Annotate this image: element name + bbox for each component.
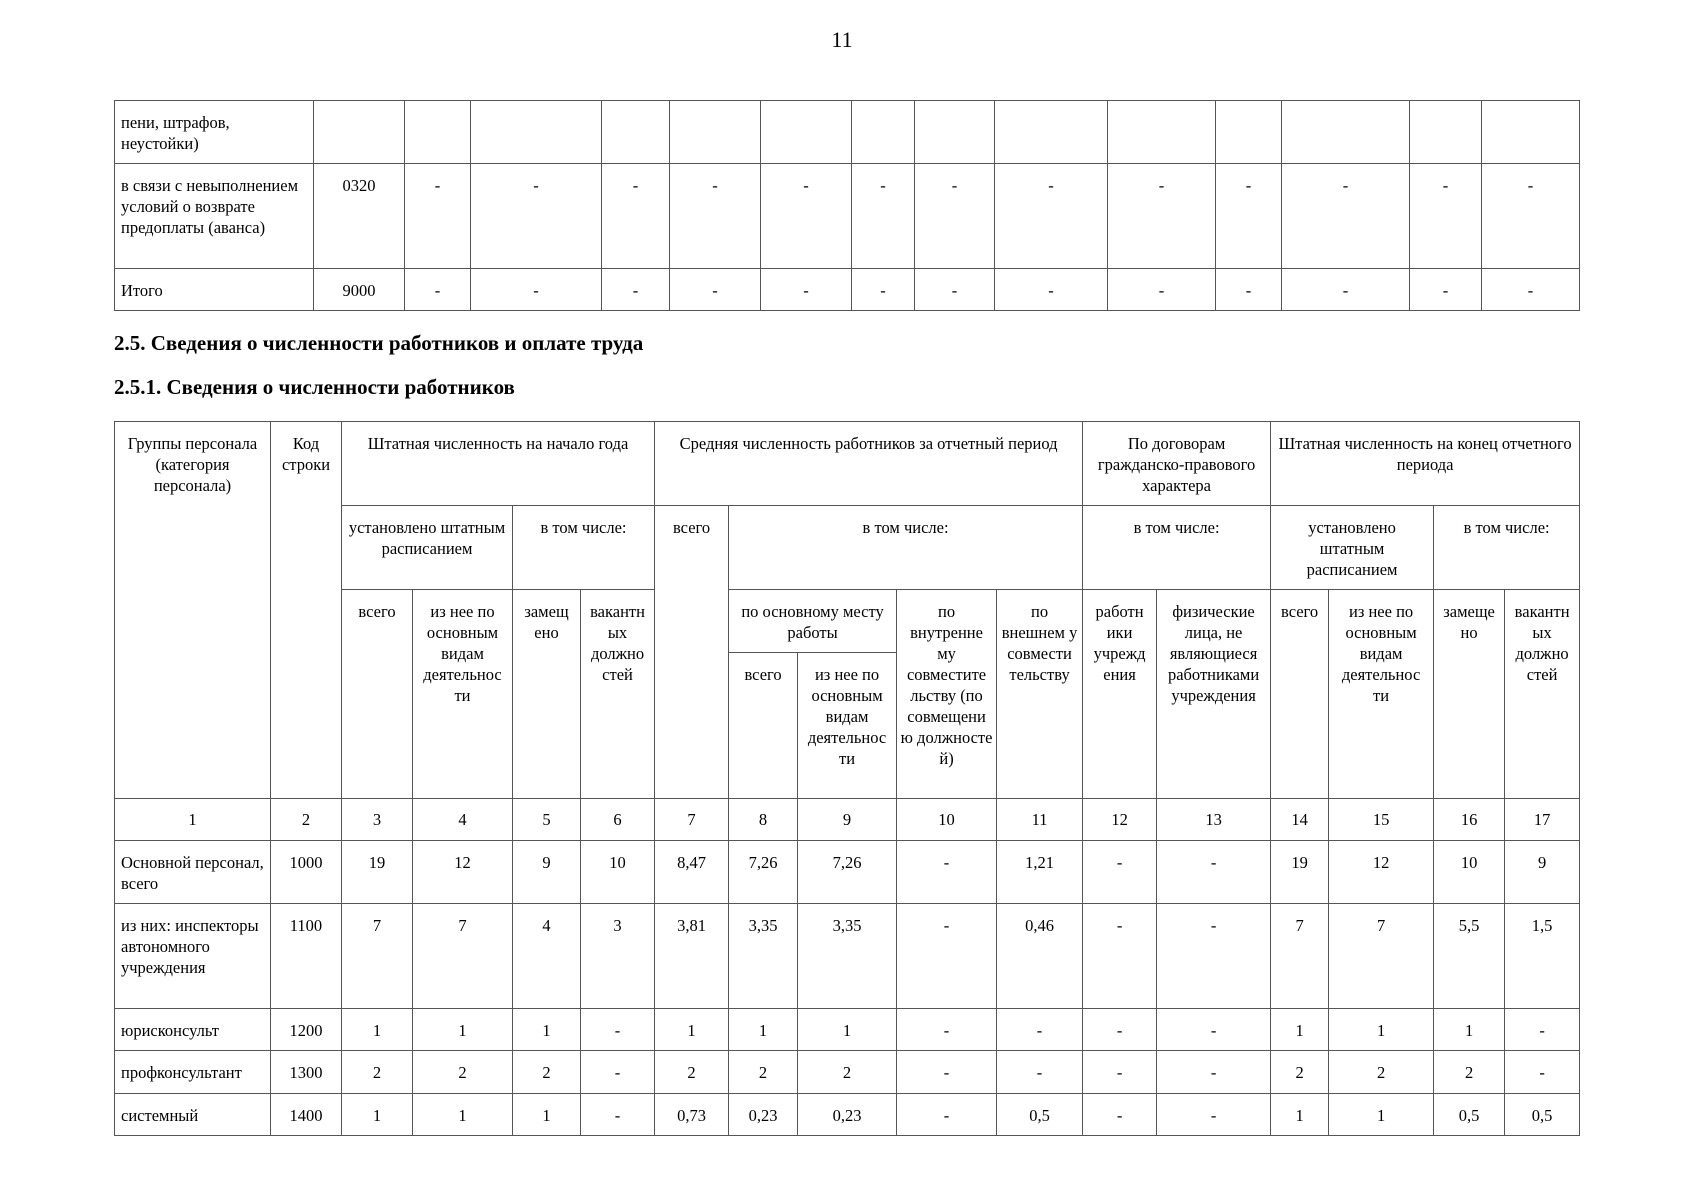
table-cell: 1 [342, 1094, 413, 1136]
table-cell: - [1216, 164, 1282, 269]
table-cell: 1,5 [1505, 904, 1580, 1009]
table-cell: 2 [413, 1051, 513, 1094]
row-label: в связи с невыполнением условий о возврате предоплаты (аванса) [115, 164, 314, 269]
table-cell: 1 [342, 1009, 413, 1051]
table-cell: 1 [1329, 1009, 1434, 1051]
table-cell: - [1108, 269, 1216, 311]
table-cell: - [1083, 1051, 1157, 1094]
table-cell: - [602, 164, 670, 269]
table-row [115, 269, 1580, 311]
table-cell: - [995, 164, 1108, 269]
table-cell: - [1157, 1094, 1271, 1136]
table-cell: - [915, 269, 995, 311]
table-cell: 0,5 [1505, 1094, 1580, 1136]
table-cell: - [897, 1009, 997, 1051]
table-cell [1216, 101, 1282, 164]
table-cell [602, 101, 670, 164]
table-cell: 1 [513, 1094, 581, 1136]
table-cell: - [1083, 904, 1157, 1009]
table-cell: 1 [1434, 1009, 1505, 1051]
table-cell: - [852, 269, 915, 311]
table-cell [852, 101, 915, 164]
header-established: установлено штатным расписанием [342, 506, 513, 590]
table-cell: - [1157, 1009, 1271, 1051]
row-label: Итого [115, 269, 314, 311]
table-cell: - [1108, 164, 1216, 269]
table-cell: - [1083, 1009, 1157, 1051]
table-cell: 1 [798, 1009, 897, 1051]
table-cell: 2 [798, 1051, 897, 1094]
table-cell: - [915, 164, 995, 269]
column-number: 6 [581, 799, 655, 841]
table-cell: - [1157, 1051, 1271, 1094]
column-number: 5 [513, 799, 581, 841]
table-cell: 19 [342, 841, 413, 904]
table-cell [471, 101, 602, 164]
table-cell: 1 [1329, 1094, 1434, 1136]
row-code [314, 101, 405, 164]
column-number: 8 [729, 799, 798, 841]
header-filled: замещ ено [513, 590, 581, 799]
header-established: установлено штатным расписанием [1271, 506, 1434, 590]
table-cell: 10 [581, 841, 655, 904]
table-cell: 9 [513, 841, 581, 904]
column-number: 12 [1083, 799, 1157, 841]
header-code: Код строки [271, 422, 342, 799]
table-cell: - [995, 269, 1108, 311]
column-number: 15 [1329, 799, 1434, 841]
table-cell: - [670, 269, 761, 311]
table-cell: 1000 [271, 841, 342, 904]
table-cell: - [1505, 1051, 1580, 1094]
table-row [115, 1009, 1580, 1051]
table-cell: 7 [342, 904, 413, 1009]
table-cell: 0,23 [729, 1094, 798, 1136]
row-label: системный [115, 1094, 271, 1136]
table-cell: 19 [1271, 841, 1329, 904]
header-group: Группы персонала (категория персонала) [115, 422, 271, 799]
table-cell [915, 101, 995, 164]
table-cell: - [670, 164, 761, 269]
header-external: по внешнем у совмести тельству [997, 590, 1083, 799]
column-number-row [115, 799, 1580, 841]
subsection-heading: 2.5.1. Сведения о численности работников [114, 375, 515, 399]
header-including: в том числе: [1083, 506, 1271, 590]
table-cell: 2 [1434, 1051, 1505, 1094]
table-cell: - [897, 1094, 997, 1136]
section-heading: 2.5. Сведения о численности работников и оплате труда [114, 331, 644, 355]
table-cell [1108, 101, 1216, 164]
table-cell [1282, 101, 1410, 164]
table-cell: 2 [1271, 1051, 1329, 1094]
table-cell: 2 [1329, 1051, 1434, 1094]
row-code: 9000 [314, 269, 405, 311]
table-cell: 2 [513, 1051, 581, 1094]
row-code: 0320 [314, 164, 405, 269]
table-cell: - [581, 1009, 655, 1051]
table-cell: 1,21 [997, 841, 1083, 904]
table-cell: - [1083, 841, 1157, 904]
table-cell: 1 [1271, 1094, 1329, 1136]
table-cell: 0,23 [798, 1094, 897, 1136]
table-cell: 7,26 [729, 841, 798, 904]
table-cell: 0,5 [1434, 1094, 1505, 1136]
header-civil-contracts: По договорам гражданско-правового характера [1083, 422, 1271, 506]
header-internal: по внутренне му совместите льству (по совмещени ю должносте й) [897, 590, 997, 799]
table-cell: - [405, 164, 471, 269]
table-cell: 1200 [271, 1009, 342, 1051]
table-cell: - [581, 1094, 655, 1136]
table-cell: 1300 [271, 1051, 342, 1094]
header-average: Средняя численность работников за отчетный период [655, 422, 1083, 506]
table-cell: - [405, 269, 471, 311]
row-label: из них: инспекторы автономного учреждения [115, 904, 271, 1009]
table-cell [761, 101, 852, 164]
table-row [115, 1051, 1580, 1094]
table-cell: - [602, 269, 670, 311]
row-label: Основной персонал, всего [115, 841, 271, 904]
table-cell: 8,47 [655, 841, 729, 904]
table-cell: 9 [1505, 841, 1580, 904]
header-of-main: из нее по основным видам деятельнос ти [798, 653, 897, 799]
row-label: юрисконсульт [115, 1009, 271, 1051]
table-row [115, 1094, 1580, 1136]
table-cell: 1100 [271, 904, 342, 1009]
table-cell: - [1157, 904, 1271, 1009]
table-cell: - [1410, 269, 1482, 311]
continuation-table [114, 100, 1580, 311]
table-cell [995, 101, 1108, 164]
header-vacant: вакантн ых должно стей [1505, 590, 1580, 799]
table-cell: 1 [513, 1009, 581, 1051]
header-total: всего [655, 506, 729, 799]
table-row [115, 841, 1580, 904]
table-cell: - [1505, 1009, 1580, 1051]
table-cell: 1 [413, 1009, 513, 1051]
page-number: 11 [831, 27, 853, 52]
table-cell: - [1282, 269, 1410, 311]
column-number: 17 [1505, 799, 1580, 841]
table-cell: - [1157, 841, 1271, 904]
column-number: 3 [342, 799, 413, 841]
table-cell: - [1482, 164, 1580, 269]
column-number: 11 [997, 799, 1083, 841]
table-cell: - [852, 164, 915, 269]
column-number: 7 [655, 799, 729, 841]
column-number: 9 [798, 799, 897, 841]
column-number: 4 [413, 799, 513, 841]
header-of-main: из нее по основным видам деятельнос ти [413, 590, 513, 799]
table-cell: - [761, 164, 852, 269]
column-number: 1 [115, 799, 271, 841]
table-cell: 12 [413, 841, 513, 904]
table-cell: - [897, 1051, 997, 1094]
header-total: всего [342, 590, 413, 799]
table-cell: - [897, 841, 997, 904]
staff-table [114, 421, 1580, 1136]
header-start-staff: Штатная численность на начало года [342, 422, 655, 506]
table-cell: - [997, 1009, 1083, 1051]
header-vacant: вакантн ых должно стей [581, 590, 655, 799]
table-cell: 1 [729, 1009, 798, 1051]
table-cell: 2 [342, 1051, 413, 1094]
header-main-job: по основному месту работы [729, 590, 897, 653]
column-number: 14 [1271, 799, 1329, 841]
table-cell: 10 [1434, 841, 1505, 904]
table-cell: 0,46 [997, 904, 1083, 1009]
table-cell: 3,81 [655, 904, 729, 1009]
table-cell [1482, 101, 1580, 164]
table-cell: - [997, 1051, 1083, 1094]
table-cell [670, 101, 761, 164]
table-cell: 0,73 [655, 1094, 729, 1136]
table-cell: 4 [513, 904, 581, 1009]
table-cell: 1400 [271, 1094, 342, 1136]
table-cell: 1 [413, 1094, 513, 1136]
table-cell: 2 [729, 1051, 798, 1094]
table-cell: - [1083, 1094, 1157, 1136]
table-cell: 5,5 [1434, 904, 1505, 1009]
header-total: всего [729, 653, 798, 799]
table-cell: 3,35 [798, 904, 897, 1009]
header-employees: работн ики учрежд ения [1083, 590, 1157, 799]
table-cell: 2 [655, 1051, 729, 1094]
column-number: 2 [271, 799, 342, 841]
header-including: в том числе: [1434, 506, 1580, 590]
header-individuals: физические лица, не являющиеся работниками учреждения [1157, 590, 1271, 799]
header-end-staff: Штатная численность на конец отчетного периода [1271, 422, 1580, 506]
row-label: пени, штрафов, неустойки) [115, 101, 314, 164]
table-cell: - [1282, 164, 1410, 269]
table-cell: - [471, 164, 602, 269]
column-number: 10 [897, 799, 997, 841]
row-label: профконсультант [115, 1051, 271, 1094]
table-cell [405, 101, 471, 164]
table-cell [1410, 101, 1482, 164]
table-cell: 1 [1271, 1009, 1329, 1051]
table-cell: - [1482, 269, 1580, 311]
column-number: 13 [1157, 799, 1271, 841]
table-cell: 3 [581, 904, 655, 1009]
table-cell: - [761, 269, 852, 311]
table-cell: 12 [1329, 841, 1434, 904]
table-cell: 7 [1329, 904, 1434, 1009]
table-cell: - [581, 1051, 655, 1094]
table-cell: 1 [655, 1009, 729, 1051]
table-cell: 7,26 [798, 841, 897, 904]
table-cell: 3,35 [729, 904, 798, 1009]
table-row [115, 164, 1580, 269]
header-total: всего [1271, 590, 1329, 799]
table-cell: 7 [413, 904, 513, 1009]
table-cell: - [471, 269, 602, 311]
table-row [115, 101, 1580, 164]
table-row [115, 904, 1580, 1009]
table-cell: - [1216, 269, 1282, 311]
header-row [115, 422, 1580, 506]
header-of-main: из нее по основным видам деятельнос ти [1329, 590, 1434, 799]
header-including: в том числе: [729, 506, 1083, 590]
table-cell: - [897, 904, 997, 1009]
header-including: в том числе: [513, 506, 655, 590]
table-cell: - [1410, 164, 1482, 269]
header-filled: замеще но [1434, 590, 1505, 799]
table-cell: 7 [1271, 904, 1329, 1009]
column-number: 16 [1434, 799, 1505, 841]
table-cell: 0,5 [997, 1094, 1083, 1136]
